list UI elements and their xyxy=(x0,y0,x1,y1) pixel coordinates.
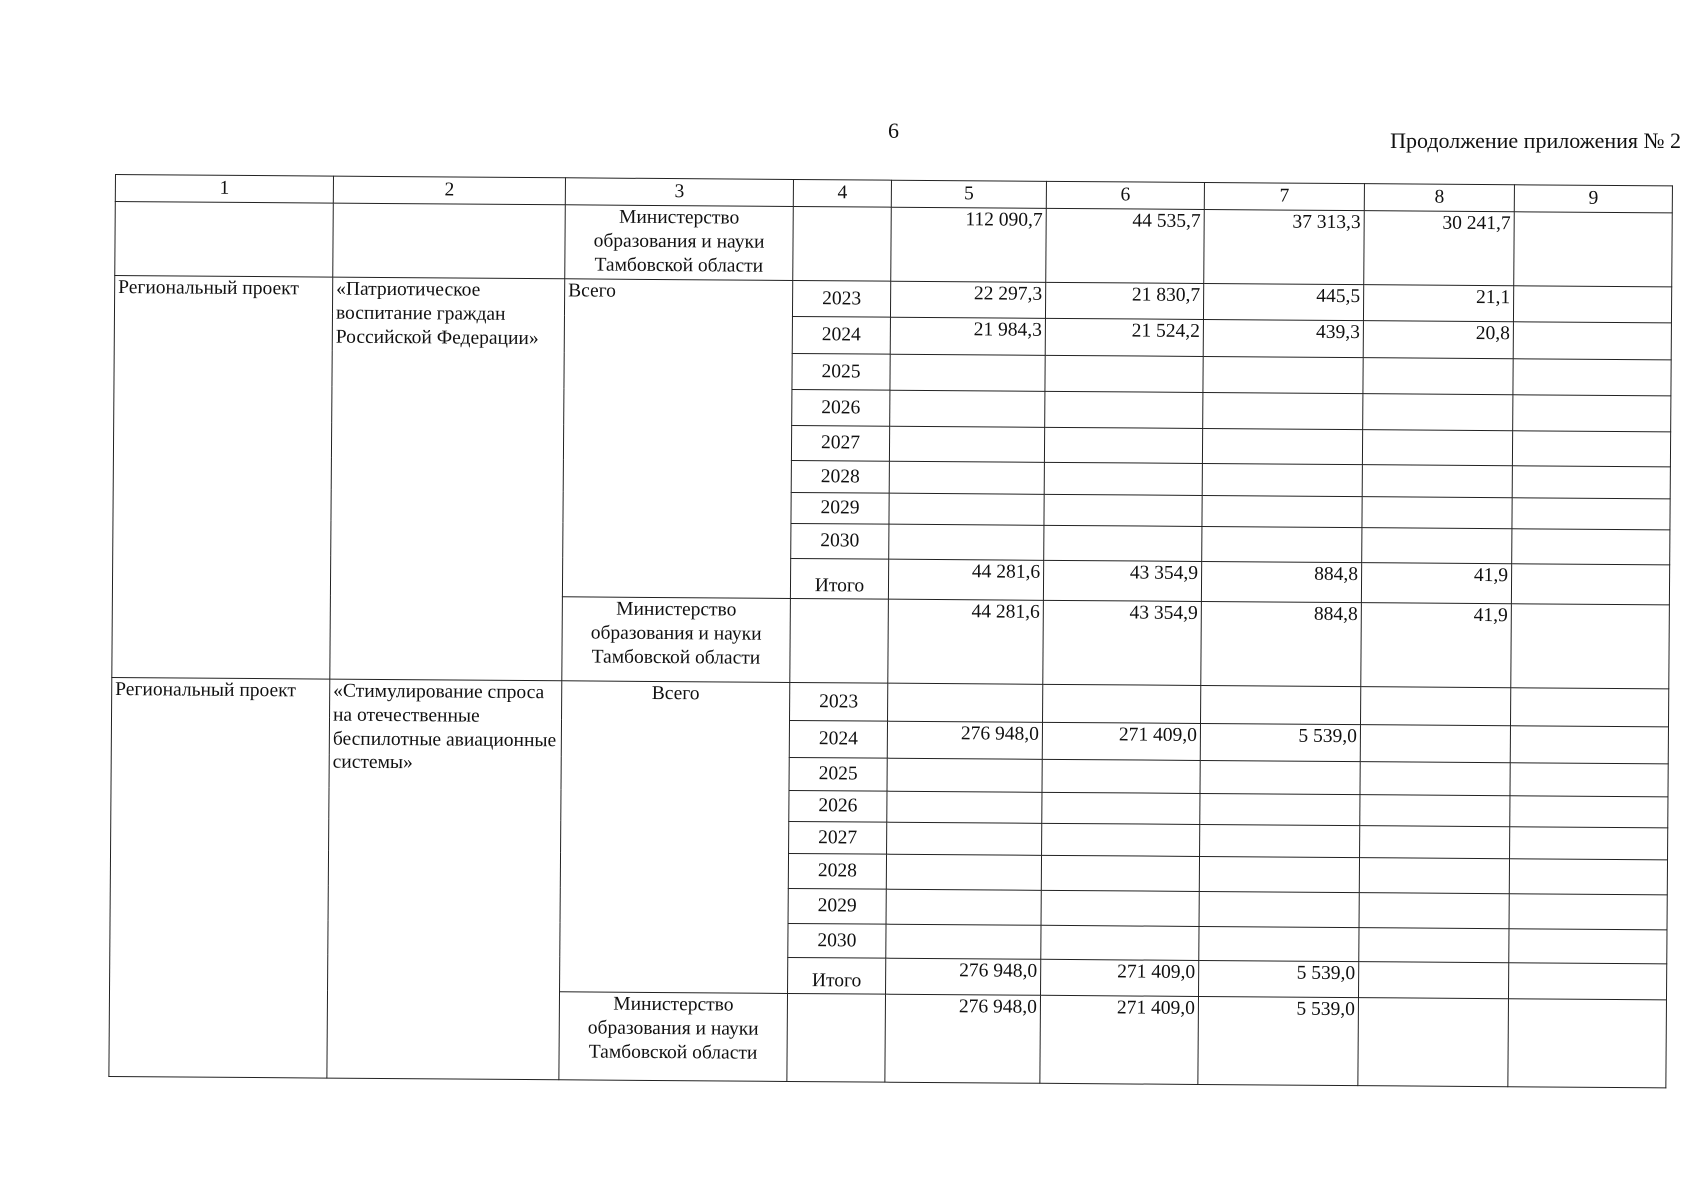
value-cell xyxy=(887,791,1042,823)
year-cell: 2029 xyxy=(791,492,889,524)
value-cell xyxy=(1202,495,1362,527)
value-cell xyxy=(1199,891,1359,927)
column-number: 1 xyxy=(115,175,333,204)
value-cell xyxy=(1041,925,1199,960)
column-number: 6 xyxy=(1046,181,1204,209)
value-cell: 44 535,7 xyxy=(1046,208,1205,283)
year-cell: 2030 xyxy=(788,923,886,958)
value-cell xyxy=(1044,494,1202,526)
value-cell: 276 948,0 xyxy=(886,958,1041,995)
year-cell: 2023 xyxy=(790,682,888,721)
value-cell xyxy=(1363,394,1513,431)
value-cell xyxy=(886,889,1041,925)
year-cell: 2030 xyxy=(791,523,889,559)
year-cell: 2024 xyxy=(789,720,887,758)
value-cell: 21 524,2 xyxy=(1045,318,1203,356)
year-cell: 2027 xyxy=(791,425,889,461)
value-cell xyxy=(1359,928,1509,963)
value-cell: 439,3 xyxy=(1203,319,1363,357)
value-cell xyxy=(1202,463,1362,496)
value-cell xyxy=(1200,793,1360,825)
value-cell: 21,1 xyxy=(1363,285,1513,322)
value-cell xyxy=(1044,427,1202,463)
empty-cell xyxy=(1509,859,1667,895)
value-cell: 5 539,0 xyxy=(1200,723,1360,761)
empty-cell xyxy=(1512,529,1670,565)
value-cell xyxy=(1362,430,1512,466)
year-cell: 2024 xyxy=(792,316,890,354)
value-cell: 112 090,7 xyxy=(891,207,1047,282)
column-number: 7 xyxy=(1204,182,1364,210)
value-cell xyxy=(1043,684,1201,723)
empty-cell xyxy=(1511,564,1669,605)
value-cell xyxy=(1200,760,1360,794)
value-cell: 271 409,0 xyxy=(1040,995,1199,1084)
ministry-cell: Министерство образования и науки Тамбовской области xyxy=(559,992,788,1082)
project-type-cell: Региональный проект xyxy=(109,677,330,1078)
empty-cell xyxy=(793,206,892,281)
value-cell: 41,9 xyxy=(1361,603,1512,688)
empty-cell xyxy=(787,993,886,1082)
total-label-cell: Всего xyxy=(560,681,790,994)
value-cell xyxy=(887,758,1042,792)
empty-cell xyxy=(790,598,889,683)
project-name-cell: «Патриотическое воспитание граждан Российской Федерации» xyxy=(330,277,565,681)
value-cell: 271 409,0 xyxy=(1041,959,1199,996)
value-cell: 21 984,3 xyxy=(890,317,1045,355)
column-number: 5 xyxy=(891,180,1046,208)
column-number: 4 xyxy=(793,179,891,207)
budget-table xyxy=(108,174,1673,1088)
column-number: 8 xyxy=(1364,184,1514,212)
value-cell xyxy=(1042,759,1200,793)
empty-cell xyxy=(1509,929,1667,964)
empty-cell xyxy=(333,203,566,279)
project-type-cell: Региональный проект xyxy=(112,276,333,680)
value-cell xyxy=(890,390,1045,427)
value-cell: 5 539,0 xyxy=(1198,996,1359,1085)
empty-cell xyxy=(1513,395,1671,432)
empty-cell xyxy=(115,202,334,278)
value-cell: 884,8 xyxy=(1201,601,1362,686)
value-cell xyxy=(1359,858,1509,894)
value-cell: 20,8 xyxy=(1363,321,1513,359)
column-number: 2 xyxy=(333,176,565,205)
year-cell: 2029 xyxy=(788,888,886,924)
value-cell xyxy=(1041,855,1199,891)
itogo-label: Итого xyxy=(790,558,888,599)
value-cell: 445,5 xyxy=(1203,283,1363,320)
value-cell xyxy=(889,461,1044,494)
value-cell xyxy=(1202,526,1362,562)
appendix-table-sheet xyxy=(108,174,1672,1088)
value-cell: 271 409,0 xyxy=(1042,722,1200,760)
value-cell: 276 948,0 xyxy=(885,994,1041,1083)
empty-cell xyxy=(1510,827,1668,860)
ministry-cell: Министерство образования и науки Тамбовской области xyxy=(562,597,791,683)
empty-cell xyxy=(1512,498,1670,530)
empty-cell xyxy=(1512,466,1670,499)
empty-cell xyxy=(1510,726,1668,764)
total-label-cell: Всего xyxy=(562,279,792,599)
value-cell: 276 948,0 xyxy=(887,721,1042,759)
value-cell xyxy=(889,524,1044,560)
value-cell: 44 281,6 xyxy=(888,559,1043,600)
value-cell xyxy=(1362,465,1512,498)
column-number: 3 xyxy=(565,178,793,207)
empty-cell xyxy=(1509,894,1667,930)
table-row xyxy=(115,202,1673,287)
value-cell xyxy=(1045,391,1203,428)
value-cell: 44 281,6 xyxy=(888,599,1044,684)
value-cell xyxy=(1358,962,1508,999)
year-cell: 2025 xyxy=(789,757,887,791)
value-cell xyxy=(888,683,1043,722)
empty-cell xyxy=(1510,688,1668,727)
year-cell: 2023 xyxy=(792,280,890,317)
year-cell: 2028 xyxy=(791,460,889,493)
empty-cell xyxy=(1510,763,1668,797)
empty-cell xyxy=(1508,963,1666,1000)
year-cell: 2026 xyxy=(792,389,890,426)
project-name-cell: «Стимулирование спроса на отечественные беспилотные авиационные системы» xyxy=(327,679,562,1080)
value-cell xyxy=(887,822,1042,855)
value-cell xyxy=(1360,826,1510,859)
ministry-cell: Министерство образования и науки Тамбовской области xyxy=(565,205,794,281)
year-cell: 2026 xyxy=(789,790,887,822)
value-cell xyxy=(886,854,1041,890)
value-cell xyxy=(1045,355,1203,392)
value-cell xyxy=(1199,926,1359,961)
year-cell: 2025 xyxy=(792,353,890,390)
year-cell: 2027 xyxy=(789,821,887,854)
value-cell: 37 313,3 xyxy=(1204,209,1365,284)
empty-cell xyxy=(1514,212,1673,287)
value-cell xyxy=(1199,856,1359,892)
value-cell xyxy=(1200,824,1360,857)
continuation-label: Продолжение приложения № 2 xyxy=(1390,128,1681,153)
value-cell xyxy=(1044,525,1202,561)
page-number: 6 xyxy=(888,118,899,143)
column-number: 9 xyxy=(1514,185,1672,213)
value-cell xyxy=(1042,792,1200,824)
value-cell: 5 539,0 xyxy=(1199,960,1359,997)
itogo-label: Итого xyxy=(788,957,886,994)
value-cell xyxy=(1360,795,1510,827)
value-cell: 21 830,7 xyxy=(1045,282,1203,319)
value-cell xyxy=(889,493,1044,525)
empty-cell xyxy=(1511,604,1670,689)
value-cell xyxy=(890,354,1045,391)
value-cell xyxy=(1203,356,1363,393)
value-cell xyxy=(886,924,1041,959)
value-cell xyxy=(1360,687,1510,726)
value-cell xyxy=(1041,890,1199,926)
value-cell xyxy=(1359,893,1509,929)
value-cell xyxy=(1042,823,1200,856)
value-cell xyxy=(1362,528,1512,564)
empty-cell xyxy=(1508,999,1667,1088)
value-cell xyxy=(1360,762,1510,796)
value-cell: 43 354,9 xyxy=(1043,600,1202,685)
value-cell xyxy=(889,426,1044,462)
empty-cell xyxy=(1513,286,1671,323)
value-cell xyxy=(1044,462,1202,495)
value-cell: 41,9 xyxy=(1361,563,1511,604)
empty-cell xyxy=(1513,359,1671,396)
value-cell xyxy=(1363,358,1513,395)
value-cell: 43 354,9 xyxy=(1043,560,1201,601)
value-cell xyxy=(1203,392,1363,429)
value-cell: 884,8 xyxy=(1201,561,1361,602)
value-cell: 30 241,7 xyxy=(1364,211,1515,286)
empty-cell xyxy=(1513,322,1671,360)
value-cell: 22 297,3 xyxy=(890,281,1045,318)
value-cell xyxy=(1360,725,1510,763)
empty-cell xyxy=(1512,431,1670,467)
year-cell: 2028 xyxy=(788,853,886,889)
value-cell xyxy=(1362,497,1512,529)
value-cell xyxy=(1202,428,1362,464)
empty-cell xyxy=(1510,796,1668,828)
value-cell xyxy=(1358,998,1509,1087)
value-cell xyxy=(1201,685,1361,724)
